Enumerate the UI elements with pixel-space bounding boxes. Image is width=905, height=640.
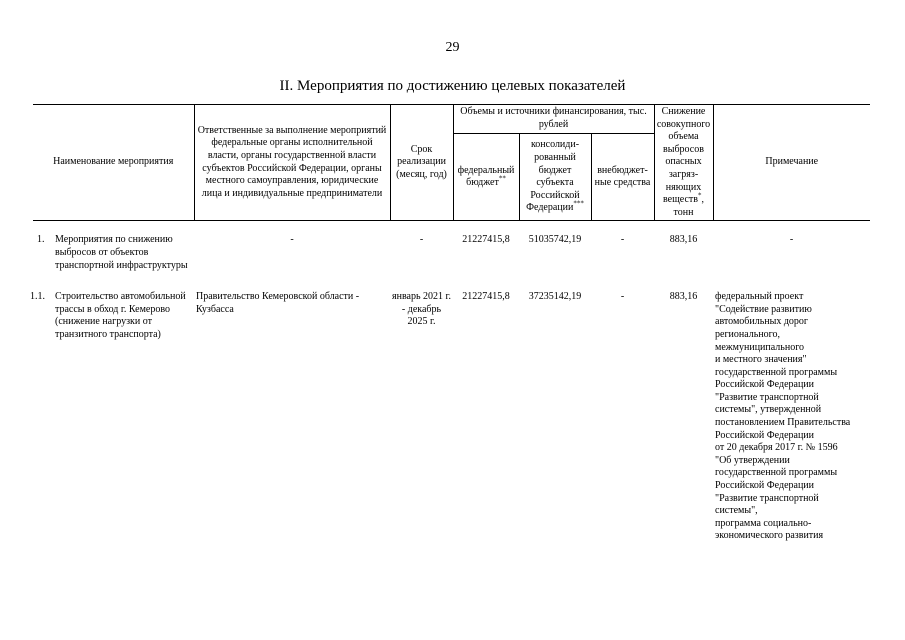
measure-name: Мероприятия по снижению выбросов от объектов транспортной инфраструктуры: [55, 234, 188, 271]
row-number: 1.: [37, 234, 45, 246]
header-consolidated: консолиди-рованный бюджет субъекта Российской Федерации***: [519, 134, 591, 221]
note-line: Российской Федерации: [715, 429, 815, 441]
note-cell: -: [789, 234, 794, 246]
term-cell: январь 2021 г. - декабрь 2025 г.: [392, 291, 452, 328]
note-line: Российской Федерации: [715, 480, 815, 492]
responsible-cell: -: [290, 234, 294, 246]
note-line: "Развитие транспортной: [715, 391, 819, 403]
header-extrabudget: внебюджет-ные средства: [591, 134, 654, 221]
note-line: постановлением Правительства: [715, 417, 851, 429]
note-line: "Содействие развитию: [715, 303, 812, 315]
note-cell: [713, 290, 870, 544]
header-note: Примечание: [713, 105, 870, 221]
section-title: II. Мероприятия по достижению целевых показателей: [279, 78, 626, 94]
consolidated-cell: 51035742,19: [528, 234, 582, 246]
note-line: регионального,: [715, 328, 781, 340]
note-line: федеральный проект: [715, 291, 804, 303]
note-line: Российской Федерации: [715, 379, 815, 391]
header-reduction: Снижение совокупного объема выбросов опасных загряз-няющих веществ*, тонн: [654, 105, 713, 221]
header-name: Наименование мероприятия: [33, 105, 194, 221]
note-line: межмуниципального: [715, 341, 805, 353]
note-line: системы", утвержденной: [715, 404, 822, 416]
federal-cell: 21227415,8: [462, 234, 510, 246]
consolidated-cell: 37235142,19: [528, 291, 582, 303]
reduction-cell: 883,16: [669, 291, 698, 303]
extrabudget-cell: -: [620, 291, 625, 303]
header-federal: федеральный бюджет**: [453, 134, 519, 221]
responsible-cell: Правительство Кемеровской области - Кузбасса: [196, 291, 360, 315]
federal-cell: 21227415,8: [462, 291, 510, 303]
note-line: "Развитие транспортной: [715, 492, 819, 504]
header-term: Срок реализации (месяц, год): [390, 105, 453, 221]
note-line: "Об утверждении: [715, 454, 790, 466]
note-line: государственной программы: [715, 366, 838, 378]
note-line: и местного значения": [715, 354, 807, 366]
measure-name: Строительство автомобильной трассы в обход г. Кемерово (снижение нагрузки от транзитного транспорта): [55, 291, 186, 340]
note-line: экономического развития: [715, 530, 824, 542]
measures-table: [30, 104, 870, 544]
table-row: [33, 221, 870, 290]
note-line: системы",: [715, 505, 758, 517]
extrabudget-cell: -: [620, 234, 625, 246]
table-row: [33, 290, 870, 544]
note-line: программа социально-: [715, 517, 812, 529]
page-number: 29: [445, 40, 460, 55]
row-number: 1.1.: [30, 291, 45, 303]
term-cell: -: [419, 234, 424, 246]
reduction-cell: 883,16: [669, 234, 698, 246]
header-funding: Объемы и источники финансирования, тыс. рублей: [453, 105, 654, 134]
note-line: от 20 декабря 2017 г. № 1596: [715, 442, 838, 454]
note-line: автомобильных дорог: [715, 316, 809, 328]
header-responsible: Ответственные за выполнение мероприятий федеральные органы исполнительной власти, органы государственной власти субъектов Российской Федерации, органы местного самоуправления, юридические лица и индивидуальные предприниматели: [194, 105, 390, 221]
note-line: государственной программы: [715, 467, 838, 479]
